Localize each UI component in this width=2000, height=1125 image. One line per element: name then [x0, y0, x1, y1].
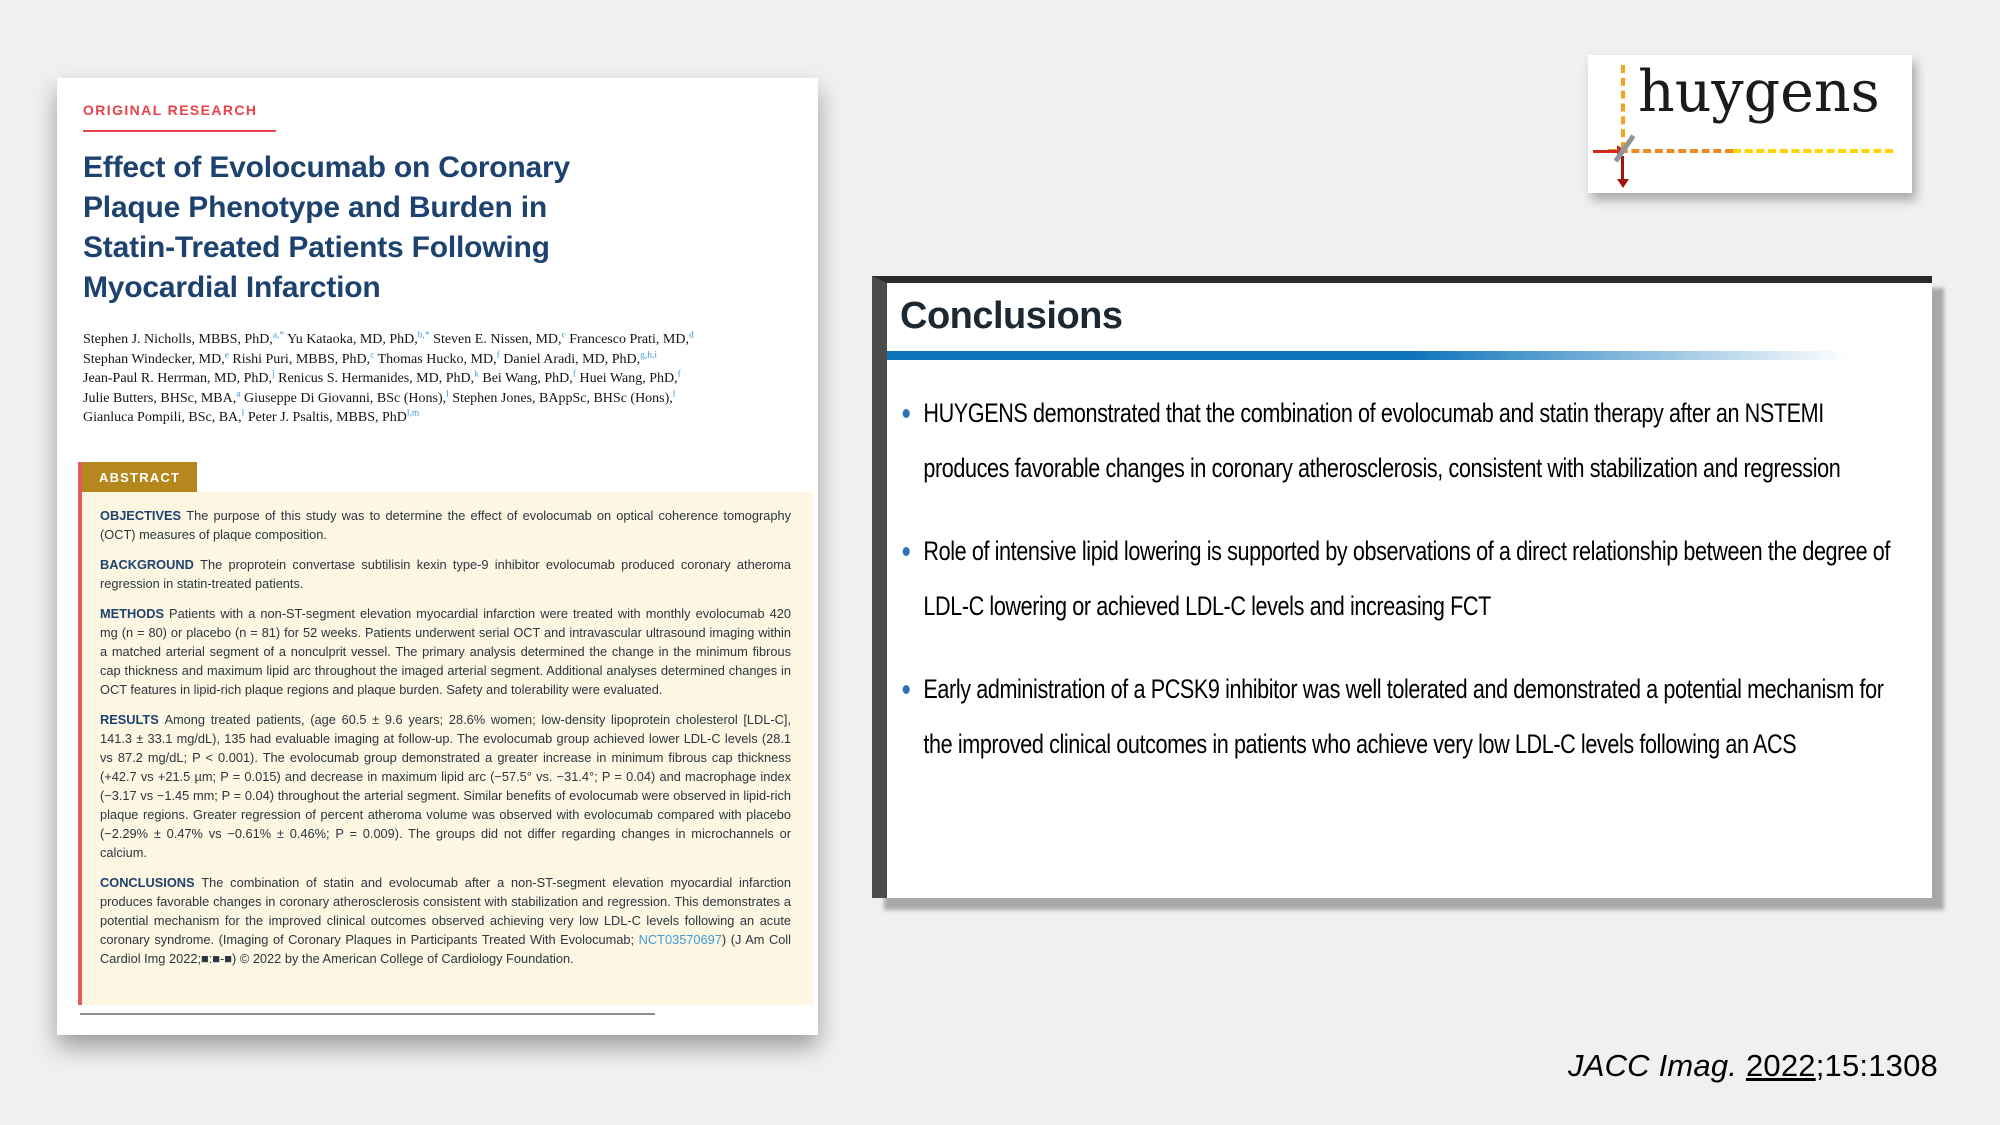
bullet-text: Role of intensive lipid lowering is supported by observations of a direct relationship between the degree of LDL-C lowering or achieved LDL-C levels and increasing FCT [923, 536, 1890, 621]
author-affiliation-superscript: f [677, 369, 681, 380]
author-affiliation-superscript: j [271, 369, 275, 380]
citation-space [1737, 1048, 1746, 1083]
conclusion-bullet [901, 386, 1909, 496]
nct-trial-link[interactable]: NCT03570697 [638, 932, 722, 947]
huygens-logo [1588, 55, 1912, 193]
abstract-paragraph [100, 506, 791, 544]
author-affiliation-superscript: l,m [406, 408, 420, 419]
abstract-label: ABSTRACT [82, 462, 197, 492]
abstract-paragraph-text: The proprotein convertase subtilisin kexin type-9 inhibitor evolocumab produced coronary atheroma regression in statin-treated patients. [100, 557, 791, 591]
author-name: Yu Kataoka, MD, PhD, [284, 332, 418, 347]
conclusion-bullet [901, 524, 1909, 634]
author-name: Renicus S. Hermanides, MD, PhD, [274, 371, 475, 386]
abstract-paragraph-text: ) (J Am Coll Cardiol Img 2022;■:■-■) © 2022 by the American College of Cardiology Foundation. [100, 932, 791, 966]
abstract-paragraph-label: OBJECTIVES [100, 508, 187, 523]
author-affiliation-superscript: l [672, 388, 676, 399]
author-affiliation-superscript: c [370, 349, 375, 360]
logo-down-arrowhead-icon [1617, 179, 1629, 188]
abstract-paragraph-text: The combination of statin and evolocumab after a non-ST-segment elevation myocardial infarction produces favorable changes in coronary atherosclerosis consistent with stabilization and regression. This demonstrates a potential mechanism for the improved clinical outcomes observed achieving very low LDL-C levels following an acute coronary syndrome. (Imaging of Coronary Plaques in Participants Treated With Evolocumab; [100, 875, 791, 947]
abstract-paragraph [100, 604, 791, 699]
author-name: Gianluca Pompili, BSc, BA, [83, 410, 242, 425]
logo-wordmark: huygens [1638, 59, 1880, 125]
abstract-paragraph [100, 873, 791, 968]
author-affiliation-superscript: a,* [272, 330, 285, 341]
author-affiliation-superscript: d [688, 330, 694, 341]
author-line [83, 389, 803, 409]
conclusions-accent-bar [887, 351, 1932, 360]
abstract-paragraph-text: Among treated patients, (age 60.5 ± 9.6 years; 28.6% women; low-density lipoprotein cholesterol [LDL-C], 141.3 ± 33.1 mg/dL), 135 had evaluable imaging at follow-up. The evolocumab group achieved lower LDL-C levels (28.1 vs 87.2 mg/dL; P < 0.001). The evolocumab group demonstrated a greater increase in minimum fibrous cap thickness (+42.7 vs +21.5 µm; P = 0.015) and decrease in maximum lipid arc (−57.5° vs. −31.4°; P = 0.04) and macrophage index (−3.17 vs −1.45 mm; P = 0.04) throughout the arterial segment. Similar benefits of evolocumab were observed in lipid-rich plaque regions. Greater regression of percent atheroma volume was observed with evolocumab compared with placebo (−2.29% ± 0.47% vs −0.61% ± 0.46%; P = 0.009). The groups did not differ regarding changes in microchannels or calcium. [100, 712, 791, 860]
logo-vertical-dashed-line [1621, 65, 1625, 150]
conclusion-bullet [901, 662, 1909, 772]
paper-title-line: Plaque Phenotype and Burden in [83, 191, 548, 224]
author-name: Stephan Windecker, MD, [83, 351, 225, 367]
bullet-dot [903, 547, 910, 556]
bullet-text: Early administration of a PCSK9 inhibitor was well tolerated and demonstrated a potential mechanism for the improved clinical outcomes in patients who achieve very low LDL-C levels following an ACS [923, 674, 1884, 759]
abstract-paragraph-text: Patients with a non-ST-segment elevation myocardial infarction were treated with monthly evolocumab 420 mg (n = 80) or placebo (n = 81) for 52 weeks. Patients underwent serial OCT and intravascular ultrasound imaging within a matched arterial segment of a nonculprit vessel. The primary analysis determined the change in the minimum fibrous cap thickness and maximum lipid arc throughout the imaged arterial segment. Additional analyses determined changes in OCT features in lipid-rich plaque regions and plaque burden. Safety and tolerability were evaluated. [100, 606, 791, 697]
author-name: Stephen J. Nicholls, MBBS, PhD, [83, 332, 273, 347]
author-line [83, 350, 803, 370]
author-line [83, 369, 803, 389]
author-name: Stephen Jones, BAppSc, BHSc (Hons), [448, 390, 673, 406]
author-name: Rishi Puri, MBBS, PhD, [228, 351, 371, 367]
abstract-body [82, 492, 813, 1005]
author-name: Steven E. Nissen, MD, [429, 332, 562, 347]
paper-title [83, 148, 570, 308]
author-affiliation-superscript: f [572, 369, 576, 380]
citation-journal: JACC Imag. [1568, 1048, 1738, 1083]
bullet-dot [903, 409, 910, 418]
author-name: Huei Wang, PhD, [575, 371, 678, 386]
abstract-paragraph [100, 555, 791, 593]
conclusions-bullet-list [901, 386, 1909, 772]
author-list [83, 330, 803, 428]
bullet-text: HUYGENS demonstrated that the combination of evolocumab and statin therapy after an NSTEMI produces favorable changes in coronary atherosclerosis, consistent with stabilization and regression [923, 398, 1841, 483]
author-name: Peter J. Psaltis, MBBS, PhD [244, 410, 407, 425]
paper-footer-rule [80, 1013, 655, 1015]
paper-title-line: Effect of Evolocumab on Coronary [83, 151, 570, 184]
logo-horizontal-dashed-line-yellow [1733, 149, 1893, 153]
citation-volume-page: ;15:1308 [1815, 1048, 1938, 1083]
author-affiliation-superscript: l [241, 408, 245, 419]
abstract-paragraph-label: METHODS [100, 606, 170, 621]
author-name: Francesco Prati, MD, [565, 332, 689, 347]
citation-year: 2022 [1745, 1048, 1816, 1083]
author-name: Thomas Hucko, MD, [374, 351, 497, 367]
author-affiliation-superscript: f [496, 349, 500, 360]
author-affiliation-superscript: k [474, 369, 479, 380]
author-line [83, 408, 803, 428]
author-affiliation-superscript: a [236, 388, 241, 399]
abstract-paragraph-label: BACKGROUND [100, 557, 201, 572]
abstract-paragraph-label: CONCLUSIONS [100, 875, 202, 890]
original-research-kicker: ORIGINAL RESEARCH [83, 102, 258, 118]
paper-title-line: Myocardial Infarction [83, 271, 381, 304]
paper-title-line: Statin-Treated Patients Following [83, 231, 550, 264]
logo-right-arrow-icon [1593, 150, 1617, 153]
abstract-paragraph-text: The purpose of this study was to determine the effect of evolocumab on optical coherence tomography (OCT) measures of plaque composition. [100, 508, 792, 542]
author-name: Jean-Paul R. Herrman, MD, PhD, [83, 371, 272, 386]
author-line [83, 330, 803, 350]
abstract-section [78, 462, 813, 1005]
author-affiliation-superscript: c [561, 330, 566, 341]
conclusions-title: Conclusions [900, 295, 1123, 337]
logo-down-arrow-icon [1621, 156, 1624, 179]
abstract-paragraph-label: RESULTS [100, 712, 165, 727]
author-affiliation-superscript: l [446, 388, 449, 399]
author-affiliation-superscript: e [224, 349, 229, 360]
author-affiliation-superscript: b,* [417, 330, 430, 341]
bullet-dot [903, 685, 910, 694]
abstract-paragraph [100, 710, 791, 862]
paper-first-page [57, 78, 818, 1035]
author-name: Bei Wang, PhD, [478, 371, 573, 386]
author-name: Giuseppe Di Giovanni, BSc (Hons), [240, 390, 447, 406]
kicker-underline [83, 130, 276, 132]
author-affiliation-superscript: g,h,i [640, 349, 658, 360]
conclusions-panel [872, 276, 1932, 898]
journal-citation [1568, 1048, 1938, 1084]
author-name: Daniel Aradi, MD, PhD, [499, 351, 641, 367]
author-name: Julie Butters, BHSc, MBA, [83, 390, 237, 406]
